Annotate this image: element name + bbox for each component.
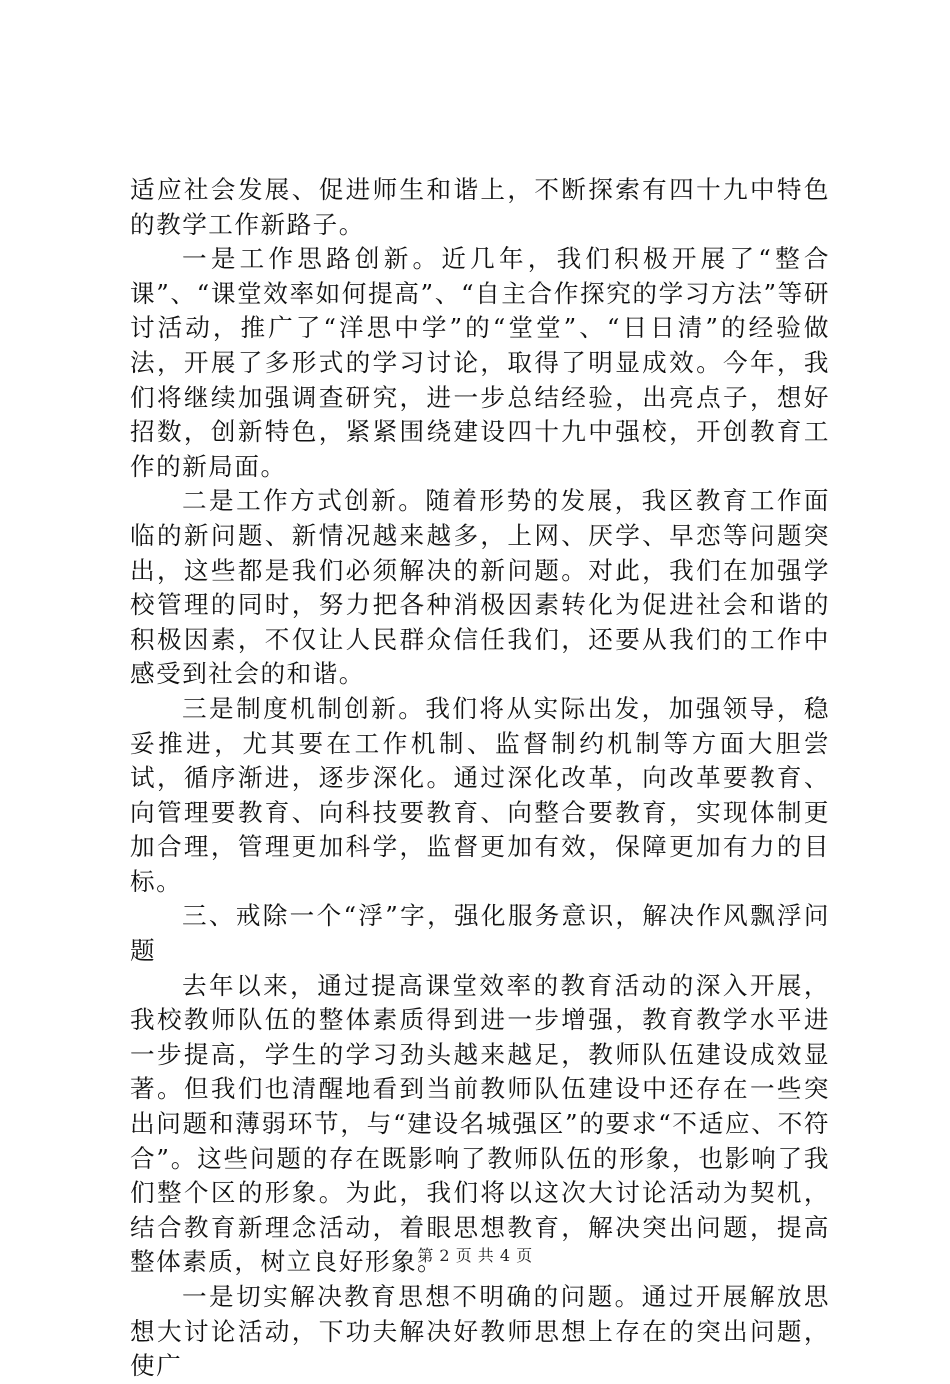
paragraph-system-mechanism-innovation: 三是制度机制创新。我们将从实际出发，加强领导，稳妥推进，尤其要在工作机制、监督制约机制等方面大胆尝试，循序渐进，逐步深化。通过深化改革，向改革要教育、向管理要教育、向科技要教育、向整合要教育，实现体制更加合理，管理更加科学，监督更加有效，保障更加有力的目标。 [130,693,830,896]
paragraph-education-thought: 一是切实解决教育思想不明确的问题。通过开展解放思想大讨论活动，下功夫解决好教师思想上存在的突出问题，使广 [130,1282,830,1381]
paragraph-work-method-innovation: 二是工作方式创新。随着形势的发展，我区教育工作面临的新问题、新情况越来越多，上网、厌学、早恋等问题突出，这些都是我们必须解决的新问题。对此，我们在加强学校管理的同时，努力把各种消极因素转化为促进社会和谐的积极因素，不仅让人民群众信任我们，还要从我们的工作中感受到社会的和谐。 [130,486,830,689]
document-body [130,173,830,1384]
paragraph-teacher-team: 去年以来，通过提高课堂效率的教育活动的深入开展，我校教师队伍的整体素质得到进一步增强，教育教学水平进一步提高，学生的学习劲头越来越足，教师队伍建设成效显著。但我们也清醒地看到当前教师队伍建设中还存在一些突出问题和薄弱环节，与“建设名城强区”的要求“不适应、不符合”。这些问题的存在既影响了教师队伍的形象，也影响了我们整个区的形象。为此，我们将以这次大讨论活动为契机，结合教育新理念活动，着眼思想教育，解决突出问题，提高整体素质，树立良好形象。 [130,970,830,1277]
paragraph-work-approach-innovation: 一是工作思路创新。近几年，我们积极开展了“整合课”、“课堂效率如何提高”、“自主合作探究的学习方法”等研讨活动，推广了“洋思中学”的“堂堂”、“日日清”的经验做法，开展了多形式的学习讨论，取得了明显成效。今年，我们将继续加强调查研究，进一步总结经验，出亮点子，想好招数，创新特色，紧紧围绕建设四十九中强校，开创教育工作的新局面。 [130,244,830,481]
section-heading: 三、戒除一个“浮”字，强化服务意识，解决作风飘浮问题 [130,901,830,966]
paragraph-continuation: 适应社会发展、促进师生和谐上，不断探索有四十九中特色的教学工作新路子。 [130,175,830,239]
page-footer: 第 2 页 共 4 页 [417,1246,533,1265]
